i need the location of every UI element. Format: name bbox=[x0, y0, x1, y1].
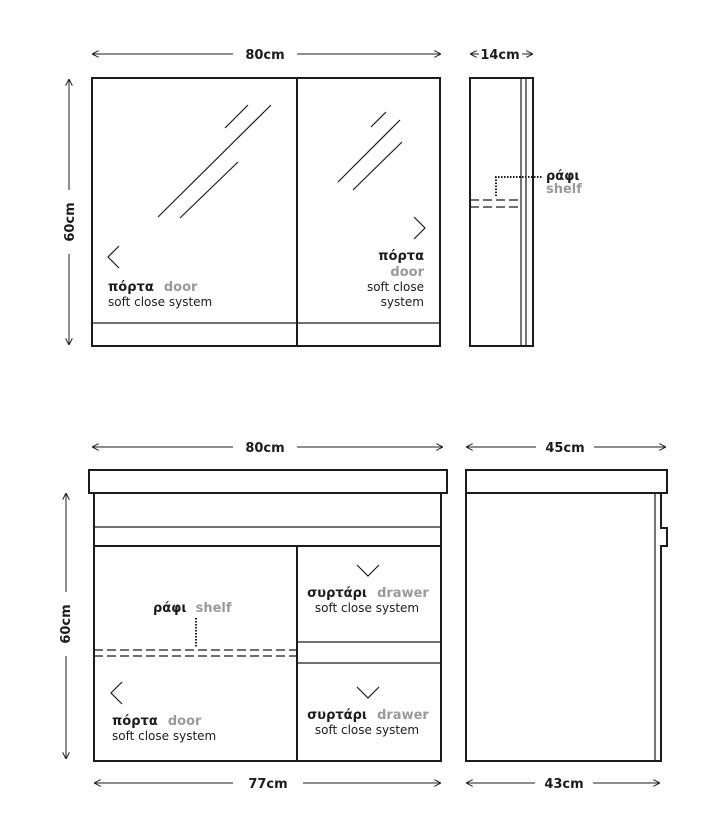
svg-text:συρτάρι drawer bbox=[307, 704, 429, 723]
mirror-door-right-label bbox=[367, 249, 425, 309]
drawer-english-text: drawer bbox=[377, 708, 429, 723]
base-inner-width-dimension bbox=[94, 777, 441, 792]
chevron-down-icon bbox=[357, 565, 379, 576]
mirror-depth-label: 14cm bbox=[480, 48, 520, 63]
door-greek-text: πόρτα bbox=[112, 714, 158, 729]
base-height-dimension bbox=[59, 493, 74, 759]
shelf-greek-text: ράφι bbox=[546, 169, 580, 184]
base-cabinet-side bbox=[466, 441, 667, 792]
shelf-greek-text: ράφι bbox=[153, 601, 187, 616]
chevron-right-icon bbox=[414, 217, 425, 239]
drawer-greek-text: συρτάρι bbox=[307, 586, 367, 601]
door-english-text: door bbox=[163, 280, 198, 295]
door-greek-text: πόρτα bbox=[108, 280, 154, 295]
mirror-door-left-label bbox=[108, 276, 212, 309]
mirror-width-dimension bbox=[92, 48, 441, 63]
countertop bbox=[89, 470, 447, 493]
door-english-text: door bbox=[390, 265, 424, 280]
door-greek-text: πόρτα bbox=[378, 249, 424, 264]
svg-text:συρτάρι drawer bbox=[307, 582, 429, 601]
drawer-bottom-label bbox=[307, 704, 429, 737]
chevron-left-icon bbox=[111, 682, 122, 704]
shelf-english-text: shelf bbox=[195, 601, 232, 616]
svg-text:πόρτα door bbox=[112, 710, 202, 729]
shelf-leader-line bbox=[496, 177, 543, 196]
soft-close-note: soft close system bbox=[314, 723, 420, 737]
drawer-top-label bbox=[307, 582, 429, 615]
mirror-height-label: 60cm bbox=[63, 202, 78, 242]
countertop-side bbox=[466, 470, 667, 493]
soft-close-note: system bbox=[380, 295, 424, 309]
mirror-cabinet-front bbox=[63, 48, 441, 346]
soft-close-note: soft close bbox=[366, 280, 424, 294]
base-inner-depth-label: 43cm bbox=[544, 777, 584, 792]
svg-text:πόρτα door bbox=[108, 276, 198, 295]
base-height-label: 60cm bbox=[59, 604, 74, 644]
soft-close-note: soft close system bbox=[112, 729, 217, 743]
mirror-depth-dimension bbox=[470, 48, 533, 63]
base-depth-dimension bbox=[466, 441, 666, 456]
shelf-english-text: shelf bbox=[546, 182, 582, 197]
mirror-reflection-left bbox=[158, 105, 271, 218]
mirror-cabinet-side bbox=[470, 48, 582, 346]
mirror-height-dimension bbox=[63, 79, 78, 345]
soft-close-note: soft close system bbox=[108, 295, 213, 309]
door-english-text: door bbox=[167, 714, 202, 729]
soft-close-note: soft close system bbox=[314, 601, 420, 615]
chevron-down-icon bbox=[357, 687, 379, 698]
base-side-outline bbox=[466, 493, 667, 761]
base-depth-label: 45cm bbox=[545, 441, 585, 456]
mirror-reflection-right bbox=[338, 112, 402, 190]
mirror-side-outline bbox=[470, 78, 533, 346]
drawer-greek-text: συρτάρι bbox=[307, 708, 367, 723]
drawer-english-text: drawer bbox=[377, 586, 429, 601]
base-cabinet-front bbox=[59, 441, 447, 792]
base-door-label bbox=[112, 710, 216, 743]
base-shelf-label bbox=[153, 597, 232, 616]
base-width-label: 80cm bbox=[245, 441, 285, 456]
chevron-left-icon bbox=[108, 246, 119, 268]
mirror-width-label: 80cm bbox=[245, 48, 285, 63]
base-inner-depth-dimension bbox=[466, 777, 660, 792]
base-inner-width-label: 77cm bbox=[248, 777, 288, 792]
base-width-dimension bbox=[92, 441, 443, 456]
